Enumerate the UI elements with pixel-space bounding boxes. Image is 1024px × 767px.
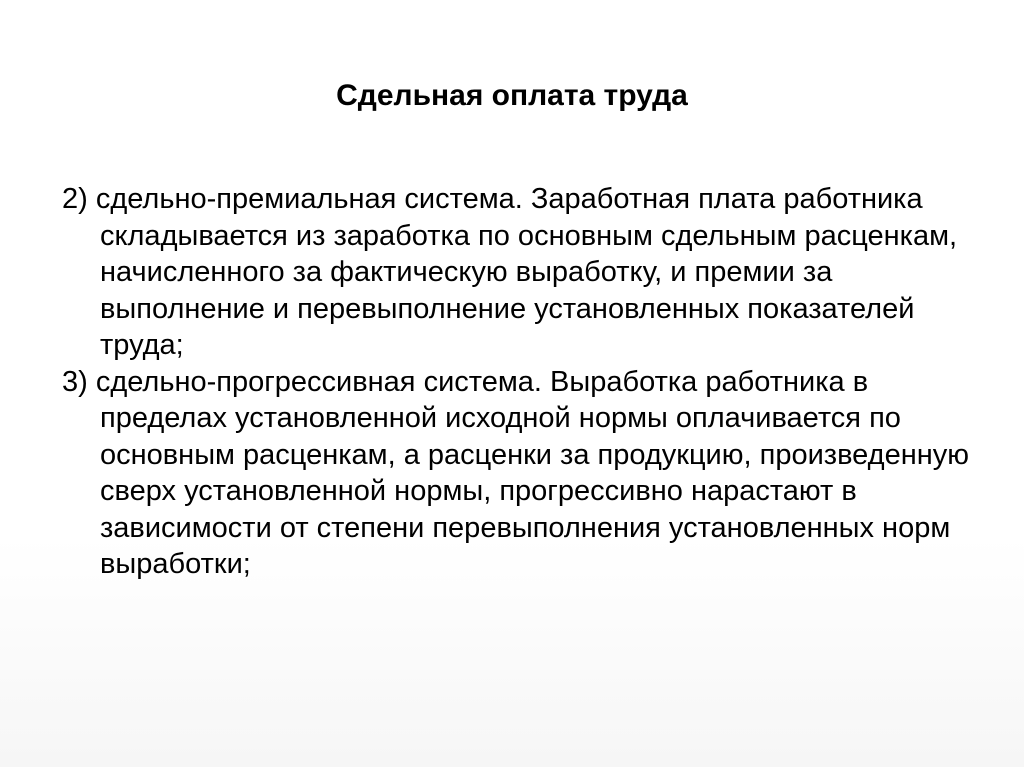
list-item: 3) сдельно-прогрессивная система. Выработка работника в пределах установленной исходной нормы оплачивается по основным расценкам, а расценки за продукцию, произведенную сверх установленной нормы, прогрессивно нарастают в зависимости от степени перевыполнения установленных норм выработки; bbox=[62, 365, 969, 580]
list-item: 2) сдельно-премиальная система. Заработная плата работника складывается из заработка по основным сдельным расценкам, начисленного за фактическую выработку, и премии за выполнение и перевыполнение установленных показателей труда; bbox=[62, 183, 958, 361]
slide-title: Сдельная оплата труда bbox=[336, 79, 688, 112]
content-list bbox=[62, 181, 992, 583]
